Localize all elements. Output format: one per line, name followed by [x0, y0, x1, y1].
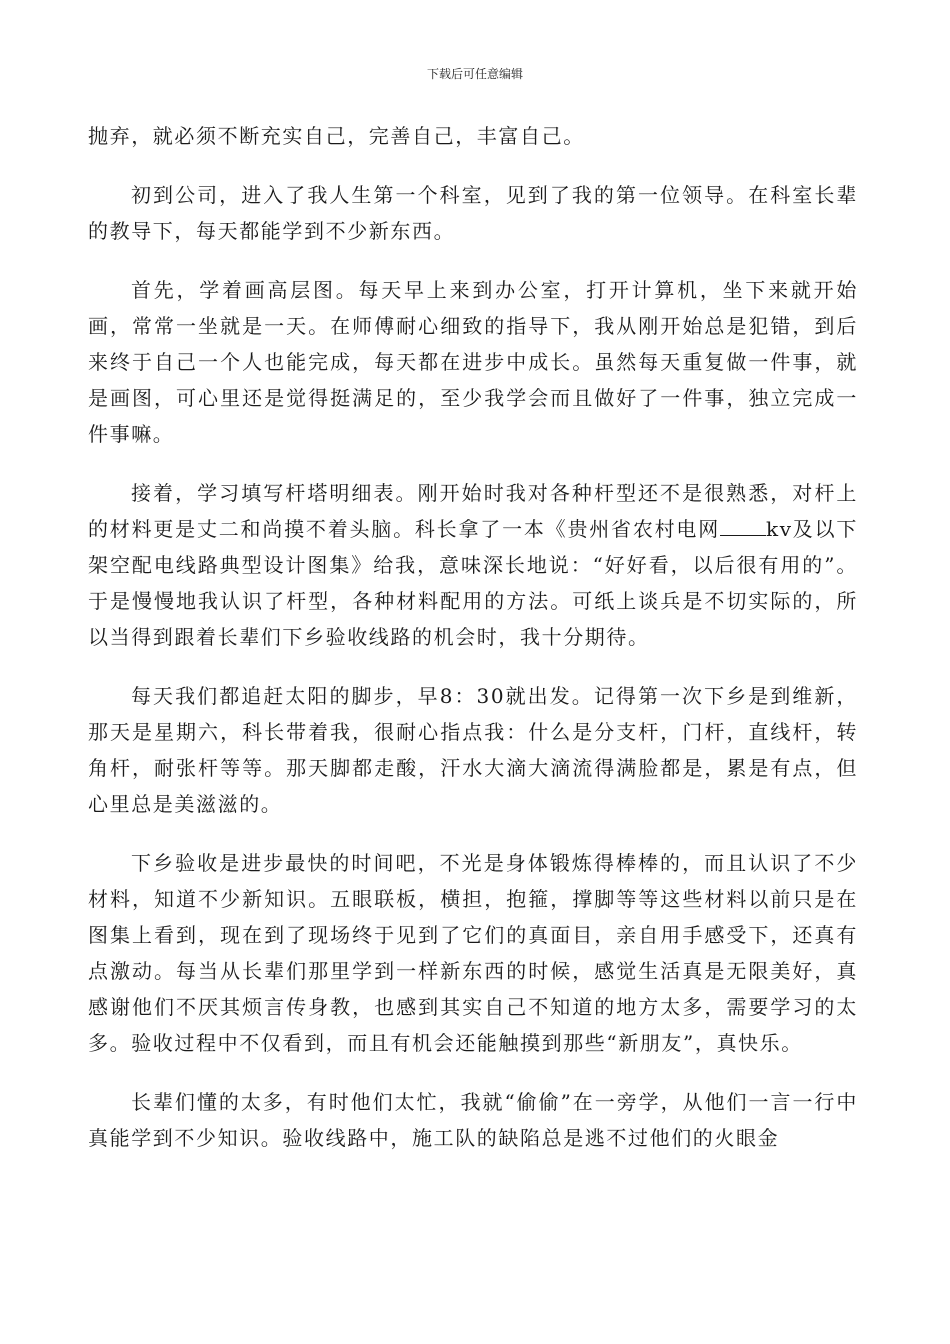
- paragraph-2: 初到公司，进入了我人生第一个科室，见到了我的第一位领导。在科室长辈的教导下，每天都能学到不少新东西。: [88, 183, 858, 243]
- paragraph-4-after-blank: kv及以下架空配电线路典型设计图集》给我，意味深长地说：“好好看，以后很有用的”。于是慢慢地我认识了杆型，各种材料配用的方法。可纸上谈兵是不切实际的，所以当得到跟着长辈们下乡验收线路的机会时，我十分期待。: [88, 517, 858, 649]
- fill-in-blank: [720, 517, 766, 536]
- paragraph-5: 每天我们都追赶太阳的脚步，早8：30就出发。记得第一次下乡是到维新，那天是星期六，科长带着我，很耐心指点我：什么是分支杆，门杆，直线杆，转角杆，耐张杆等等。那天脚都走酸，汗水大滴大滴流得满脸都是，累是有点，但心里总是美滋滋的。: [88, 684, 858, 816]
- paragraph-3: 首先，学着画高层图。每天早上来到办公室，打开计算机，坐下来就开始画，常常一坐就是一天。在师傅耐心细致的指导下，我从刚开始总是犯错，到后来终于自己一个人也能完成，每天都在进步中成长。虽然每天重复做一件事，就是画图，可心里还是觉得挺满足的，至少我学会而且做好了一件事，独立完成一件事嘛。: [88, 278, 858, 446]
- paragraph-6: 下乡验收是进步最快的时间吧，不光是身体锻炼得棒棒的，而且认识了不少材料，知道不少新知识。五眼联板，横担，抱箍，撑脚等等这些材料以前只是在图集上看到，现在到了现场终于见到了它们的真面目，亲自用手感受下，还真有点激动。每当从长辈们那里学到一样新东西的时候，感觉生活真是无限美好，真感谢他们不厌其烦言传身教，也感到其实自己不知道的地方太多，需要学习的太多。验收过程中不仅看到，而且有机会还能触摸到那些“新朋友”，真快乐。: [88, 851, 858, 1055]
- page-header: 下载后可任意编辑: [426, 67, 523, 81]
- paragraph-4-before-blank: 接着，学习填写杆塔明细表。刚开始时我对各种杆型还不是很熟悉，对杆上的材料更是丈二和尚摸不着头脑。科长拿了一本《贵州省农村电网: [88, 481, 858, 541]
- paragraph-1: 抛弃，就必须不断充实自己，完善自己，丰富自己。: [88, 124, 585, 148]
- paragraph-4: [88, 475, 858, 655]
- document-body: [88, 118, 858, 1179]
- paragraph-7: 长辈们懂的太多，有时他们太忙，我就“偷偷”在一旁学，从他们一言一行中真能学到不少知识。验收线路中，施工队的缺陷总是逃不过他们的火眼金: [88, 1090, 858, 1150]
